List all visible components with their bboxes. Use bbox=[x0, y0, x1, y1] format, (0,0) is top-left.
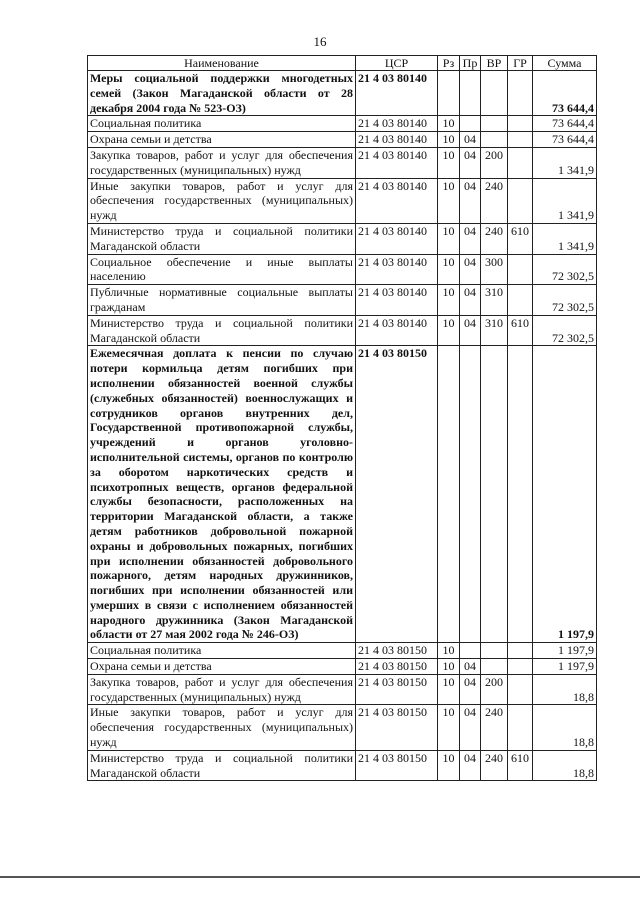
header-csr: ЦСР bbox=[356, 56, 438, 71]
row-gr bbox=[508, 705, 533, 750]
row-csr: 21 4 03 80140 bbox=[356, 223, 438, 254]
row-name: Социальная политика bbox=[88, 116, 356, 132]
header-pr: Пр bbox=[460, 56, 481, 71]
header-rz: Рз bbox=[438, 56, 460, 71]
row-pr bbox=[460, 71, 481, 116]
row-vr bbox=[481, 643, 508, 659]
row-pr: 04 bbox=[460, 147, 481, 178]
page-bottom-edge bbox=[0, 876, 640, 878]
row-sum: 18,8 bbox=[533, 750, 597, 781]
row-pr bbox=[460, 346, 481, 643]
row-gr bbox=[508, 132, 533, 148]
row-rz: 10 bbox=[438, 223, 460, 254]
row-rz: 10 bbox=[438, 132, 460, 148]
row-name: Социальная политика bbox=[88, 643, 356, 659]
row-name: Охрана семьи и детства bbox=[88, 659, 356, 675]
table-row bbox=[88, 254, 597, 285]
row-rz: 10 bbox=[438, 750, 460, 781]
table-row bbox=[88, 178, 597, 223]
row-sum: 73 644,4 bbox=[533, 132, 597, 148]
row-rz: 10 bbox=[438, 285, 460, 316]
row-gr bbox=[508, 254, 533, 285]
row-sum: 73 644,4 bbox=[533, 116, 597, 132]
row-name: Министерство труда и социальной политики Магаданской области bbox=[88, 223, 356, 254]
row-csr: 21 4 03 80150 bbox=[356, 346, 438, 643]
row-sum: 72 302,5 bbox=[533, 254, 597, 285]
row-rz: 10 bbox=[438, 674, 460, 705]
row-csr: 21 4 03 80150 bbox=[356, 643, 438, 659]
row-name: Иные закупки товаров, работ и услуг для обеспечения государственных (муниципальных) нужд bbox=[88, 705, 356, 750]
row-pr: 04 bbox=[460, 132, 481, 148]
table-header-row bbox=[88, 56, 597, 71]
header-name: Наименование bbox=[88, 56, 356, 71]
row-vr: 240 bbox=[481, 750, 508, 781]
row-csr: 21 4 03 80140 bbox=[356, 147, 438, 178]
row-rz: 10 bbox=[438, 147, 460, 178]
row-pr bbox=[460, 643, 481, 659]
row-pr: 04 bbox=[460, 178, 481, 223]
row-gr bbox=[508, 71, 533, 116]
row-sum: 18,8 bbox=[533, 705, 597, 750]
row-vr bbox=[481, 132, 508, 148]
row-sum: 1 197,9 bbox=[533, 659, 597, 675]
row-gr bbox=[508, 659, 533, 675]
row-pr: 04 bbox=[460, 223, 481, 254]
row-vr: 310 bbox=[481, 315, 508, 346]
row-vr: 200 bbox=[481, 147, 508, 178]
row-sum: 1 341,9 bbox=[533, 178, 597, 223]
row-gr bbox=[508, 674, 533, 705]
row-csr: 21 4 03 80150 bbox=[356, 750, 438, 781]
table-row bbox=[88, 147, 597, 178]
row-name: Меры социальной поддержки многодетных семей (Закон Магаданской области от 28 декабря 2004 года № 523-ОЗ) bbox=[88, 71, 356, 116]
row-sum: 73 644,4 bbox=[533, 71, 597, 116]
row-rz: 10 bbox=[438, 254, 460, 285]
row-gr bbox=[508, 643, 533, 659]
row-pr bbox=[460, 116, 481, 132]
table-row bbox=[88, 659, 597, 675]
table-row bbox=[88, 674, 597, 705]
row-pr: 04 bbox=[460, 705, 481, 750]
row-name: Социальное обеспечение и иные выплаты населению bbox=[88, 254, 356, 285]
row-rz: 10 bbox=[438, 315, 460, 346]
row-gr: 610 bbox=[508, 315, 533, 346]
header-gr: ГР bbox=[508, 56, 533, 71]
table-row bbox=[88, 705, 597, 750]
row-csr: 21 4 03 80140 bbox=[356, 285, 438, 316]
row-gr: 610 bbox=[508, 223, 533, 254]
table-row bbox=[88, 643, 597, 659]
row-name: Министерство труда и социальной политики Магаданской области bbox=[88, 750, 356, 781]
row-rz: 10 bbox=[438, 705, 460, 750]
row-pr: 04 bbox=[460, 750, 481, 781]
row-name: Охрана семьи и детства bbox=[88, 132, 356, 148]
row-csr: 21 4 03 80140 bbox=[356, 254, 438, 285]
row-rz: 10 bbox=[438, 643, 460, 659]
row-gr bbox=[508, 178, 533, 223]
row-rz: 10 bbox=[438, 178, 460, 223]
row-pr: 04 bbox=[460, 674, 481, 705]
row-pr: 04 bbox=[460, 285, 481, 316]
row-pr: 04 bbox=[460, 254, 481, 285]
row-vr bbox=[481, 346, 508, 643]
row-vr: 240 bbox=[481, 223, 508, 254]
row-csr: 21 4 03 80150 bbox=[356, 705, 438, 750]
row-rz bbox=[438, 71, 460, 116]
table-row bbox=[88, 223, 597, 254]
row-sum: 72 302,5 bbox=[533, 285, 597, 316]
table-row bbox=[88, 285, 597, 316]
table-row bbox=[88, 315, 597, 346]
row-vr: 240 bbox=[481, 705, 508, 750]
row-gr bbox=[508, 147, 533, 178]
row-vr bbox=[481, 116, 508, 132]
row-csr: 21 4 03 80140 bbox=[356, 71, 438, 116]
table-row bbox=[88, 750, 597, 781]
row-name: Ежемесячная доплата к пенсии по случаю потери кормильца детям погибших при исполнении обязанностей военной службы (служебных обязанностей) военнослужащих и сотрудников органов внутренних дел, Государственной противопожарной службы, учреждений и органов уголовно-исполнительной системы, органов по контролю за оборотом наркотических средств и психотропных веществ, органов федеральной службы безопасности, расположенных на территории Магаданской области, а также детям работников добровольной пожарной охраны и добровольных пожарных, погибших при исполнении обязанностей добровольного пожарного, детям народных дружинников, погибших при исполнении обязанностей или умерших в связи с исполнением обязанностей народного дружинника (Закон Магаданской области от 27 мая 2002 года № 246-ОЗ) bbox=[88, 346, 356, 643]
row-sum: 1 197,9 bbox=[533, 643, 597, 659]
row-rz: 10 bbox=[438, 659, 460, 675]
row-gr bbox=[508, 116, 533, 132]
row-sum: 1 341,9 bbox=[533, 147, 597, 178]
row-name: Закупка товаров, работ и услуг для обеспечения государственных (муниципальных) нужд bbox=[88, 147, 356, 178]
header-vr: ВР bbox=[481, 56, 508, 71]
row-csr: 21 4 03 80150 bbox=[356, 659, 438, 675]
page-number: 16 bbox=[313, 34, 327, 49]
row-gr bbox=[508, 285, 533, 316]
row-sum: 1 341,9 bbox=[533, 223, 597, 254]
budget-table bbox=[87, 55, 597, 781]
table-row bbox=[88, 71, 597, 116]
row-vr bbox=[481, 659, 508, 675]
row-vr: 300 bbox=[481, 254, 508, 285]
table-body bbox=[88, 71, 597, 781]
row-name: Министерство труда и социальной политики Магаданской области bbox=[88, 315, 356, 346]
row-gr: 610 bbox=[508, 750, 533, 781]
table-row bbox=[88, 346, 597, 643]
row-rz bbox=[438, 346, 460, 643]
row-vr: 310 bbox=[481, 285, 508, 316]
header-sum: Сумма bbox=[533, 56, 597, 71]
row-rz: 10 bbox=[438, 116, 460, 132]
table-row bbox=[88, 132, 597, 148]
row-csr: 21 4 03 80140 bbox=[356, 315, 438, 346]
row-csr: 21 4 03 80140 bbox=[356, 132, 438, 148]
row-gr bbox=[508, 346, 533, 643]
row-sum: 1 197,9 bbox=[533, 346, 597, 643]
row-vr: 240 bbox=[481, 178, 508, 223]
row-name: Публичные нормативные социальные выплаты гражданам bbox=[88, 285, 356, 316]
row-sum: 72 302,5 bbox=[533, 315, 597, 346]
row-csr: 21 4 03 80150 bbox=[356, 674, 438, 705]
row-name: Иные закупки товаров, работ и услуг для обеспечения государственных (муниципальных) нужд bbox=[88, 178, 356, 223]
row-vr bbox=[481, 71, 508, 116]
row-sum: 18,8 bbox=[533, 674, 597, 705]
row-name: Закупка товаров, работ и услуг для обеспечения государственных (муниципальных) нужд bbox=[88, 674, 356, 705]
row-pr: 04 bbox=[460, 315, 481, 346]
row-csr: 21 4 03 80140 bbox=[356, 178, 438, 223]
row-csr: 21 4 03 80140 bbox=[356, 116, 438, 132]
row-pr: 04 bbox=[460, 659, 481, 675]
table-row bbox=[88, 116, 597, 132]
row-vr: 200 bbox=[481, 674, 508, 705]
